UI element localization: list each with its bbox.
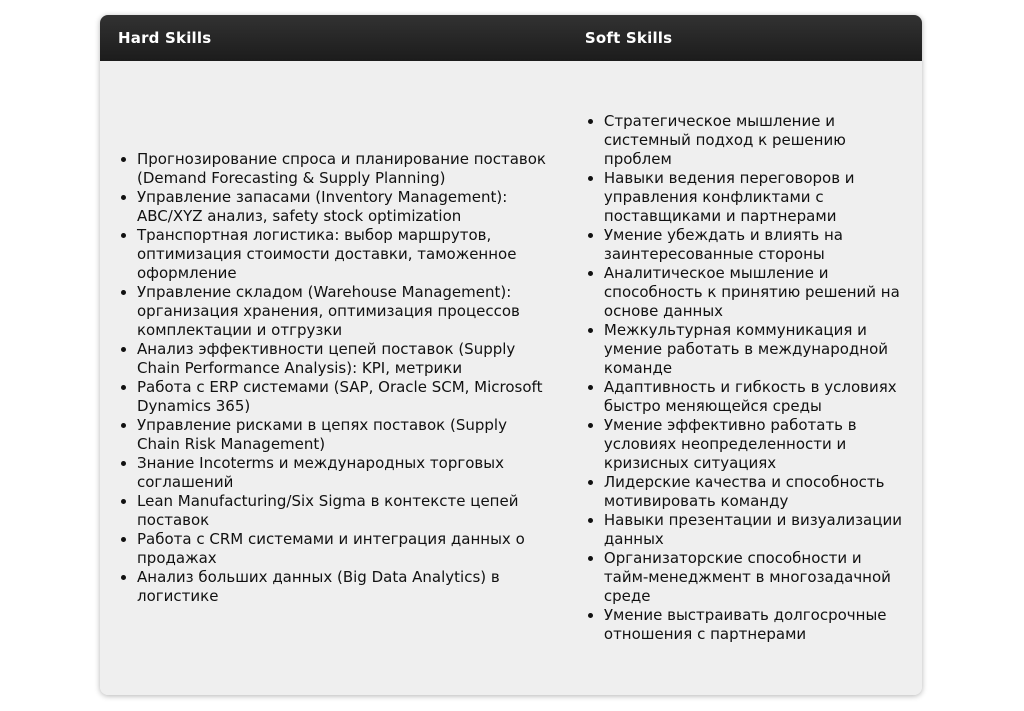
skill-item: • Управление рисками в цепях поставок (Supply Chain Risk Management) — [137, 416, 549, 454]
skill-item: • Стратегическое мышление и системный подход к решению проблем — [604, 112, 904, 169]
hard-skills-column — [100, 61, 567, 695]
hard-skills-list — [118, 150, 549, 606]
skill-item: • Работа с CRM системами и интеграция данных о продажах — [137, 530, 549, 568]
skill-item: • Адаптивность и гибкость в условиях быстро меняющейся среды — [604, 378, 904, 416]
table-body — [100, 61, 922, 695]
soft-skills-header: Soft Skills — [584, 29, 673, 47]
skills-comparison-card — [100, 15, 922, 695]
soft-skills-list — [585, 112, 904, 644]
skill-item: • Работа с ERP системами (SAP, Oracle SCM, Microsoft Dynamics 365) — [137, 378, 549, 416]
skill-item: • Лидерские качества и способность мотивировать команду — [604, 473, 904, 511]
skill-item: • Знание Incoterms и международных торговых соглашений — [137, 454, 549, 492]
skill-item: • Управление запасами (Inventory Management): ABC/XYZ анализ, safety stock optimization — [137, 188, 549, 226]
skill-item: • Навыки ведения переговоров и управления конфликтами с поставщиками и партнерами — [604, 169, 904, 226]
skill-item: • Умение убеждать и влиять на заинтересованные стороны — [604, 226, 904, 264]
hard-skills-header: Hard Skills — [118, 29, 212, 47]
skill-item: • Транспортная логистика: выбор маршрутов, оптимизация стоимости доставки, таможенное оформление — [137, 226, 549, 283]
skill-item: • Управление складом (Warehouse Management): организация хранения, оптимизация процессов комплектации и отгрузки — [137, 283, 549, 340]
soft-skills-column — [567, 61, 922, 695]
skill-item: • Аналитическое мышление и способность к принятию решений на основе данных — [604, 264, 904, 321]
skill-item: • Межкультурная коммуникация и умение работать в международной команде — [604, 321, 904, 378]
skill-item: • Умение эффективно работать в условиях неопределенности и кризисных ситуациях — [604, 416, 904, 473]
table-header-row — [100, 15, 922, 61]
skill-item: • Lean Manufacturing/Six Sigma в контексте цепей поставок — [137, 492, 549, 530]
skill-item: • Прогнозирование спроса и планирование поставок (Demand Forecasting & Supply Planning) — [137, 150, 549, 188]
skill-item: • Анализ больших данных (Big Data Analytics) в логистике — [137, 568, 549, 606]
skill-item: • Организаторские способности и тайм-менеджмент в многозадачной среде — [604, 549, 904, 606]
skill-item: • Анализ эффективности цепей поставок (Supply Chain Performance Analysis): KPI, метрики — [137, 340, 549, 378]
skill-item: • Навыки презентации и визуализации данных — [604, 511, 904, 549]
skill-item: • Умение выстраивать долгосрочные отношения с партнерами — [604, 606, 904, 644]
